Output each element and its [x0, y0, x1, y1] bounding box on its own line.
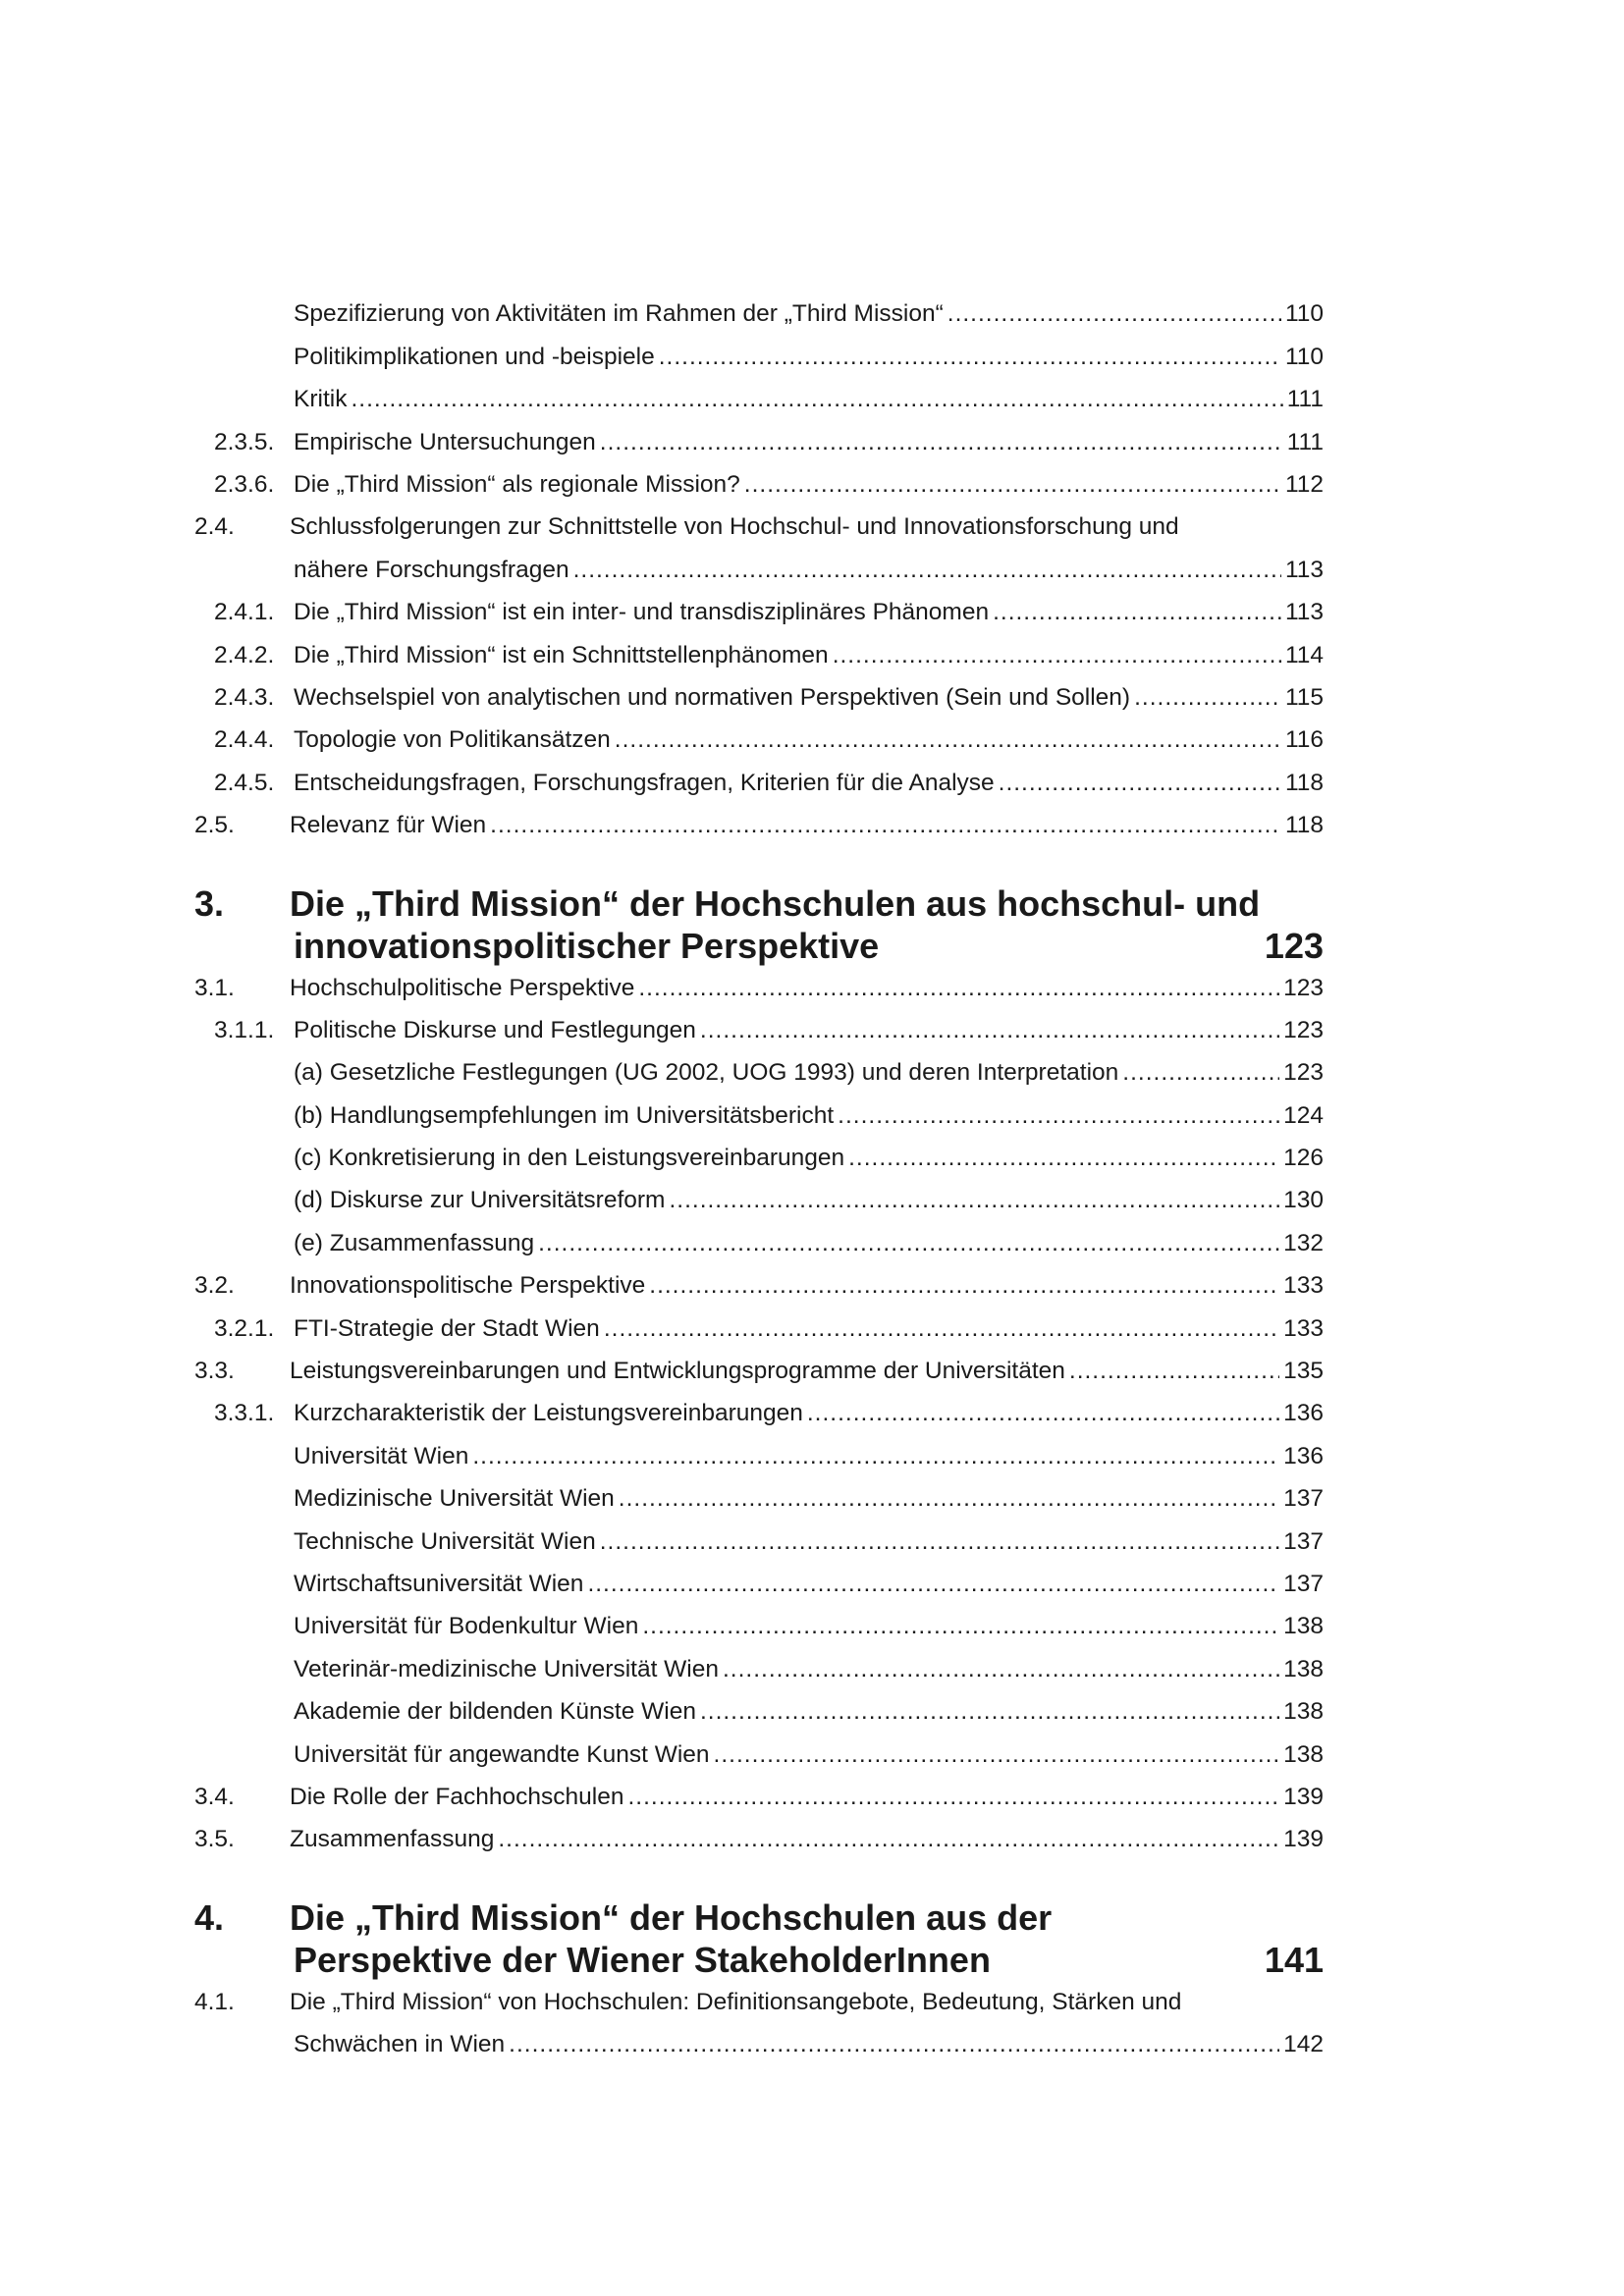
toc-entry[interactable] [194, 1138, 1324, 1180]
toc-entry[interactable] [194, 507, 1324, 549]
toc-entry-number: 2.4.4. [214, 726, 275, 754]
dot-leader [615, 728, 1281, 753]
toc-entry-title: Medizinische Universität Wien [294, 1485, 615, 1513]
toc-entry-page: 123 [1283, 1059, 1324, 1087]
toc-entry[interactable] [194, 1180, 1324, 1222]
toc-entry-page: 113 [1284, 556, 1324, 583]
dot-leader [669, 1189, 1279, 1213]
toc-entry-page: 111 [1286, 386, 1324, 413]
chapter-page: 123 [1264, 926, 1324, 967]
toc-entry-number: 2.3.6. [214, 471, 275, 498]
toc-entry-page: 123 [1283, 974, 1324, 1001]
toc-entry[interactable] [194, 1308, 1324, 1350]
toc-entry-title: Veterinär-medizinische Universität Wien [294, 1655, 719, 1682]
toc-entry-title: Politische Diskurse und Festlegungen [294, 1016, 696, 1043]
toc-entry-page: 126 [1283, 1145, 1324, 1172]
dot-leader [490, 814, 1281, 838]
dot-leader [833, 644, 1281, 668]
toc-entry-page: 130 [1283, 1187, 1324, 1214]
toc-entry-title: (e) Zusammenfassung [294, 1229, 535, 1256]
chapter-number: 4. [194, 1897, 225, 1939]
toc-entry-page: 138 [1283, 1613, 1324, 1640]
toc-entry-page: 137 [1283, 1485, 1324, 1513]
toc-group-chapter-4 [194, 1981, 1324, 2066]
toc-entry[interactable] [194, 634, 1324, 676]
dot-leader [1134, 686, 1281, 711]
dot-leader [700, 1019, 1279, 1043]
toc-entry-title: Wechselspiel von analytischen und normativen Perspektiven (Sein und Sollen) [294, 683, 1131, 711]
toc-entry[interactable] [194, 421, 1324, 463]
toc-entry[interactable] [194, 1777, 1324, 1819]
toc-entry-page: 110 [1284, 343, 1324, 370]
toc-entry[interactable] [194, 967, 1324, 1009]
toc-entry-number: 2.5. [194, 812, 235, 839]
toc-entry-title: (d) Diskurse zur Universitätsreform [294, 1187, 666, 1214]
toc-entry-number: 4.1. [194, 1988, 235, 2015]
toc-entry-number: 3.2. [194, 1272, 235, 1300]
dot-leader [600, 431, 1283, 455]
toc-entry-number: 2.4. [194, 513, 235, 541]
toc-entry-page: 123 [1283, 1016, 1324, 1043]
toc-entry-page: 118 [1284, 769, 1324, 796]
dot-leader [807, 1402, 1279, 1426]
toc-entry-page: 136 [1283, 1442, 1324, 1469]
dot-leader [999, 772, 1281, 796]
toc-entry-title: Schlussfolgerungen zur Schnittstelle von Hochschul- und Innovationsforschung und [290, 513, 1179, 541]
toc-entry-page: 114 [1284, 641, 1324, 668]
toc-entry-page: 124 [1283, 1101, 1324, 1129]
chapter-3-heading [194, 882, 1324, 967]
dot-leader [838, 1104, 1279, 1129]
dot-leader [509, 2033, 1279, 2057]
dot-leader [587, 1573, 1279, 1597]
toc-entry-title: Kritik [294, 386, 348, 413]
toc-entry-title: Topologie von Politikansätzen [294, 726, 611, 754]
toc-entry-number: 3.3. [194, 1358, 235, 1385]
dot-leader [498, 1828, 1279, 1852]
toc-entry-page: 137 [1283, 1570, 1324, 1597]
toc-entry[interactable] [194, 1734, 1324, 1776]
toc-entry-title: nähere Forschungsfragen [294, 556, 569, 583]
toc-entry[interactable] [194, 1478, 1324, 1521]
dot-leader [993, 601, 1281, 625]
toc-entry[interactable] [194, 677, 1324, 720]
dot-leader [638, 977, 1279, 1001]
toc-group-chapter-3 [194, 967, 1324, 1861]
toc-entry-title: Die „Third Mission“ ist ein inter- und transdisziplinäres Phänomen [294, 599, 990, 626]
toc-entry-page: 110 [1284, 300, 1324, 328]
toc-entry[interactable] [194, 1691, 1324, 1734]
chapter-number: 3. [194, 883, 225, 925]
toc-entry-title: Technische Universität Wien [294, 1527, 596, 1555]
toc-entry[interactable] [194, 1052, 1324, 1095]
dot-leader [723, 1658, 1279, 1682]
dot-leader [573, 559, 1281, 583]
toc-entry-number: 2.4.3. [214, 683, 275, 711]
chapter-title-line-1: Die „Third Mission“ der Hochschulen aus hochschul- und [290, 883, 1261, 925]
chapter-title-line-2: Perspektive der Wiener StakeholderInnen [294, 1940, 991, 1981]
toc-entry-title: Innovationspolitische Perspektive [290, 1272, 646, 1300]
toc-entry[interactable] [194, 1435, 1324, 1477]
toc-entry-title: Akademie der bildenden Künste Wien [294, 1698, 696, 1726]
toc-entry-page: 133 [1283, 1314, 1324, 1342]
toc-entry[interactable] [194, 592, 1324, 634]
toc-entry[interactable] [194, 2024, 1324, 2066]
toc-entry[interactable] [194, 1981, 1324, 2023]
chapter-title-line-1: Die „Third Mission“ der Hochschulen aus der [290, 1897, 1053, 1939]
toc-entry[interactable] [194, 1265, 1324, 1308]
toc-entry-title: Entscheidungsfragen, Forschungsfragen, Kriterien für die Analyse [294, 769, 995, 796]
toc-entry-page: 136 [1283, 1400, 1324, 1427]
dot-leader [472, 1445, 1279, 1469]
dot-leader [604, 1317, 1279, 1342]
chapter-4-heading [194, 1896, 1324, 1981]
toc-entry-title: Zusammenfassung [290, 1826, 495, 1853]
dot-leader [744, 473, 1281, 498]
table-of-contents [194, 294, 1324, 2066]
toc-entry-page: 132 [1283, 1229, 1324, 1256]
dot-leader [642, 1615, 1279, 1639]
toc-entry[interactable] [194, 464, 1324, 507]
toc-entry[interactable] [194, 1009, 1324, 1051]
toc-entry-page: 138 [1283, 1655, 1324, 1682]
toc-entry[interactable] [194, 762, 1324, 804]
toc-group-chapter-2 [194, 294, 1324, 847]
chapter-page: 141 [1264, 1940, 1324, 1981]
dot-leader [627, 1786, 1279, 1810]
toc-entry-page: 135 [1283, 1358, 1324, 1385]
toc-entry[interactable] [194, 720, 1324, 762]
toc-entry[interactable] [194, 1521, 1324, 1563]
toc-entry-page: 116 [1284, 726, 1324, 754]
dot-leader [538, 1232, 1279, 1256]
dot-leader [1069, 1360, 1279, 1384]
dot-leader [714, 1743, 1280, 1768]
dot-leader [700, 1700, 1279, 1725]
toc-entry-number: 2.4.5. [214, 769, 275, 796]
toc-entry[interactable] [194, 1819, 1324, 1861]
dot-leader [848, 1147, 1279, 1171]
toc-entry-title: Die „Third Mission“ ist ein Schnittstellenphänomen [294, 641, 829, 668]
toc-entry-title: Spezifizierung von Aktivitäten im Rahmen der „Third Mission“ [294, 300, 944, 328]
dot-leader [600, 1530, 1279, 1555]
toc-entry-page: 138 [1283, 1740, 1324, 1768]
toc-entry-title: (c) Konkretisierung in den Leistungsvereinbarungen [294, 1145, 845, 1172]
toc-entry-title: Universität für angewandte Kunst Wien [294, 1740, 710, 1768]
toc-entry-title: Relevanz für Wien [290, 812, 487, 839]
toc-entry-page: 118 [1284, 812, 1324, 839]
toc-entry[interactable] [194, 1393, 1324, 1435]
toc-entry-page: 139 [1283, 1783, 1324, 1810]
toc-entry[interactable] [194, 379, 1324, 421]
chapter-title-line-2: innovationspolitischer Perspektive [294, 926, 880, 967]
toc-entry[interactable] [194, 336, 1324, 378]
toc-entry-title: Die Rolle der Fachhochschulen [290, 1783, 624, 1810]
toc-entry-number: 2.4.2. [214, 641, 275, 668]
toc-entry[interactable] [194, 549, 1324, 591]
toc-entry-page: 115 [1284, 683, 1324, 711]
toc-entry-number: 3.2.1. [214, 1314, 275, 1342]
toc-entry[interactable] [194, 1222, 1324, 1264]
toc-entry[interactable] [194, 805, 1324, 847]
toc-entry-number: 2.4.1. [214, 599, 275, 626]
toc-entry-title: Universität für Bodenkultur Wien [294, 1613, 639, 1640]
toc-entry-page: 112 [1284, 471, 1324, 498]
dot-leader [649, 1274, 1279, 1299]
dot-leader [1122, 1061, 1279, 1086]
toc-entry-title: Politikimplikationen und -beispiele [294, 343, 655, 370]
toc-entry-number: 3.1. [194, 974, 235, 1001]
toc-entry[interactable] [194, 1351, 1324, 1393]
toc-entry-page: 142 [1283, 2031, 1324, 2058]
toc-entry-title: Die „Third Mission“ von Hochschulen: Definitionsangebote, Bedeutung, Stärken und [290, 1988, 1182, 2015]
toc-entry-number: 3.5. [194, 1826, 235, 1853]
toc-entry[interactable] [194, 1648, 1324, 1690]
toc-entry-page: 138 [1283, 1698, 1324, 1726]
toc-entry-title: Schwächen in Wien [294, 2031, 506, 2058]
toc-entry-page: 111 [1286, 428, 1324, 455]
toc-entry-number: 2.3.5. [214, 428, 275, 455]
dot-leader [619, 1487, 1279, 1512]
toc-entry-title: (b) Handlungsempfehlungen im Universitätsbericht [294, 1101, 835, 1129]
toc-entry-title: Universität Wien [294, 1442, 469, 1469]
toc-entry-number: 3.3.1. [214, 1400, 275, 1427]
toc-entry-page: 137 [1283, 1527, 1324, 1555]
toc-entry-title: (a) Gesetzliche Festlegungen (UG 2002, UOG 1993) und deren Interpretation [294, 1059, 1119, 1087]
toc-entry-title: Wirtschaftsuniversität Wien [294, 1570, 584, 1597]
toc-entry-page: 113 [1284, 599, 1324, 626]
toc-entry-title: FTI-Strategie der Stadt Wien [294, 1314, 600, 1342]
toc-entry-page: 133 [1283, 1272, 1324, 1300]
toc-entry-title: Empirische Untersuchungen [294, 428, 596, 455]
toc-entry-title: Die „Third Mission“ als regionale Mission? [294, 471, 740, 498]
dot-leader [947, 302, 1281, 327]
dot-leader [351, 388, 1282, 412]
toc-entry-title: Hochschulpolitische Perspektive [290, 974, 635, 1001]
toc-entry[interactable] [194, 1095, 1324, 1137]
toc-entry[interactable] [194, 1564, 1324, 1606]
toc-entry-title: Leistungsvereinbarungen und Entwicklungsprogramme der Universitäten [290, 1358, 1065, 1385]
toc-entry[interactable] [194, 1606, 1324, 1648]
dot-leader [659, 346, 1281, 370]
toc-entry-number: 3.1.1. [214, 1016, 275, 1043]
toc-entry[interactable] [194, 294, 1324, 336]
toc-entry-page: 139 [1283, 1826, 1324, 1853]
toc-entry-title: Kurzcharakteristik der Leistungsvereinbarungen [294, 1400, 803, 1427]
toc-entry-number: 3.4. [194, 1783, 235, 1810]
